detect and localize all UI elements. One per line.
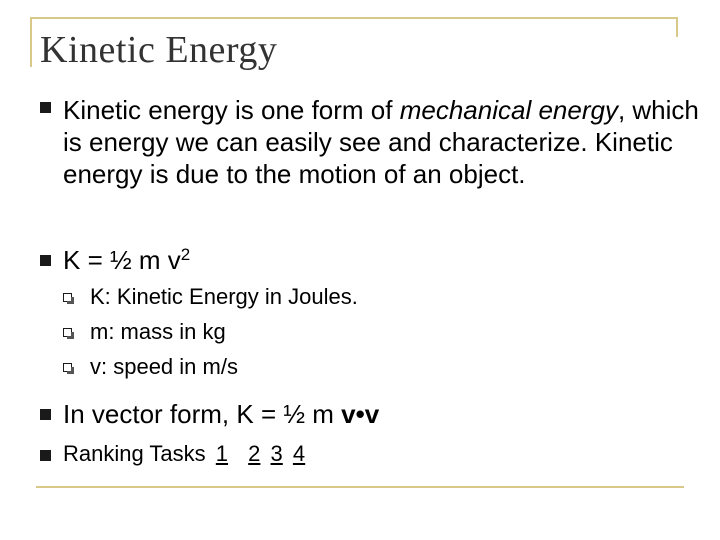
ranking-task-link-3[interactable]: 3	[270, 441, 283, 466]
vector-form-text: In vector form, K = ½ m	[63, 399, 342, 429]
formula-base: K = ½ m v	[63, 245, 181, 275]
definition-text-pre: Kinetic energy is one form of	[63, 95, 400, 125]
bottom-rule	[36, 486, 684, 488]
kinetic-energy-definition	[63, 94, 720, 190]
bullet-marker	[40, 450, 51, 461]
ranking-task-link-4[interactable]: 4	[292, 441, 306, 466]
frame-right-line	[676, 17, 678, 37]
ranking-tasks	[63, 438, 305, 470]
bullet-marker	[40, 102, 51, 113]
formula-exponent: 2	[180, 245, 191, 264]
slide-title: Kinetic Energy	[40, 29, 278, 71]
frame-top-line	[30, 17, 678, 19]
sub-bullet-marker	[63, 293, 72, 302]
bullet-marker	[40, 409, 51, 420]
bullet-marker	[40, 255, 51, 266]
definition-item: v: speed in m/s	[90, 354, 238, 379]
formula	[63, 244, 190, 276]
vector-form	[63, 398, 379, 430]
vector-form-bold: v•v	[341, 399, 380, 429]
definition-item: K: Kinetic Energy in Joules.	[90, 284, 358, 309]
ranking-task-link-1[interactable]: 1	[215, 441, 229, 466]
sub-bullet-marker	[63, 328, 72, 337]
frame-left-line	[30, 17, 32, 67]
ranking-task-link-2[interactable]: 2	[248, 441, 261, 466]
ranking-tasks-label: Ranking Tasks	[63, 441, 206, 466]
definition-item: m: mass in kg	[90, 319, 226, 344]
definition-text-em: mechanical energy	[399, 95, 618, 125]
sub-bullet-marker	[63, 363, 72, 372]
definition-text-post: , which is energy we can easily see and characterize. Kinetic energy is due to the motion of an object.	[63, 95, 699, 189]
